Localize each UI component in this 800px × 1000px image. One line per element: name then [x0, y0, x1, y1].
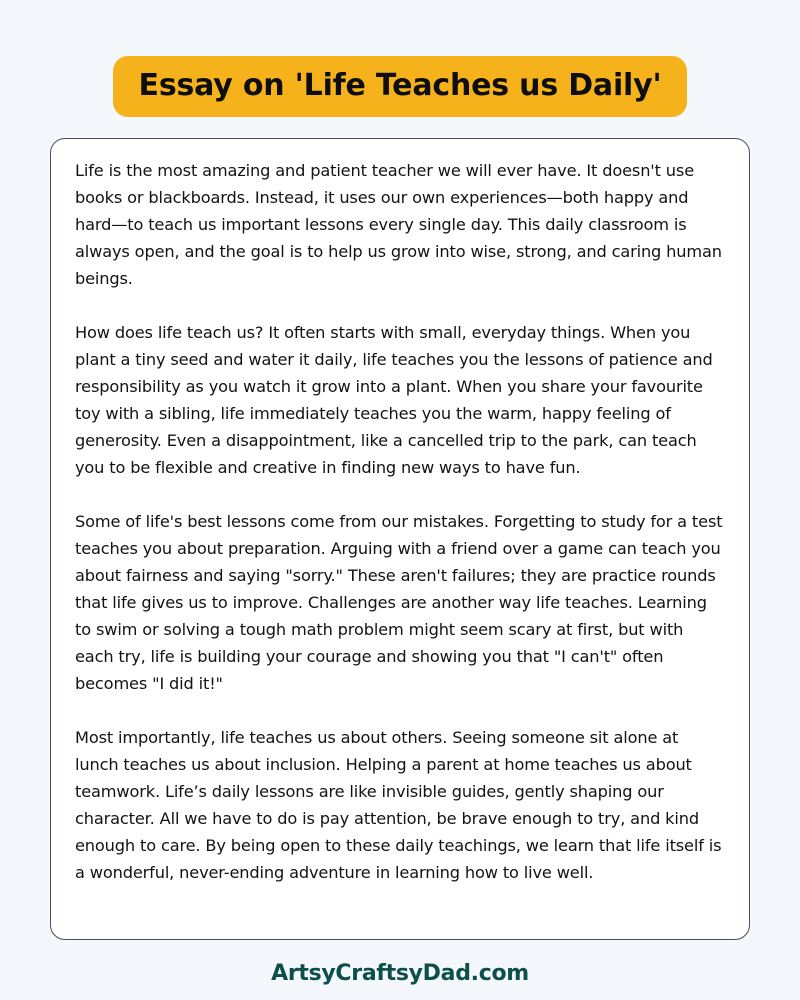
brand-watermark: ArtsyCraftsyDad.com	[271, 961, 529, 986]
essay-body	[75, 157, 725, 886]
essay-paragraph-4: Most importantly, life teaches us about others. Seeing someone sit alone at lunch teaches us about inclusion. Helping a parent at home teaches us about teamwork. Life’s daily lessons are like invisible guides, gently shaping our character. All we have to do is pay attention, be brave enough to try, and kind enough to care. By being open to these daily teachings, we learn that life itself is a wonderful, never-ending adventure in learning how to live well.	[75, 728, 722, 882]
essay-card	[50, 138, 750, 940]
essay-paragraph-3: Some of life's best lessons come from our mistakes. Forgetting to study for a test teaches you about preparation. Arguing with a friend over a game can teach you about fairness and saying "sorry." These aren't failures; they are practice rounds that life gives us to improve. Challenges are another way life teaches. Learning to swim or solving a tough math problem might seem scary at first, but with each try, life is building your courage and showing you that "I can't" often becomes "I did it!"	[75, 512, 723, 693]
page-title: Essay on 'Life Teaches us Daily'	[138, 68, 662, 103]
essay-paragraph-1: Life is the most amazing and patient teacher we will ever have. It doesn't use books or blackboards. Instead, it uses our own experiences—both happy and hard—to teach us important lessons every single day. This daily classroom is always open, and the goal is to help us grow into wise, strong, and caring human beings.	[75, 161, 722, 288]
essay-paragraph-2: How does life teach us? It often starts with small, everyday things. When you plant a tiny seed and water it daily, life teaches you the lessons of patience and responsibility as you watch it grow into a plant. When you share your favourite toy with a sibling, life immediately teaches you the warm, happy feeling of generosity. Even a disappointment, like a cancelled trip to the park, can teach you to be flexible and creative in finding new ways to have fun.	[75, 323, 713, 477]
title-banner	[113, 56, 688, 117]
footer	[0, 961, 800, 986]
title-banner-wrap	[0, 56, 800, 117]
